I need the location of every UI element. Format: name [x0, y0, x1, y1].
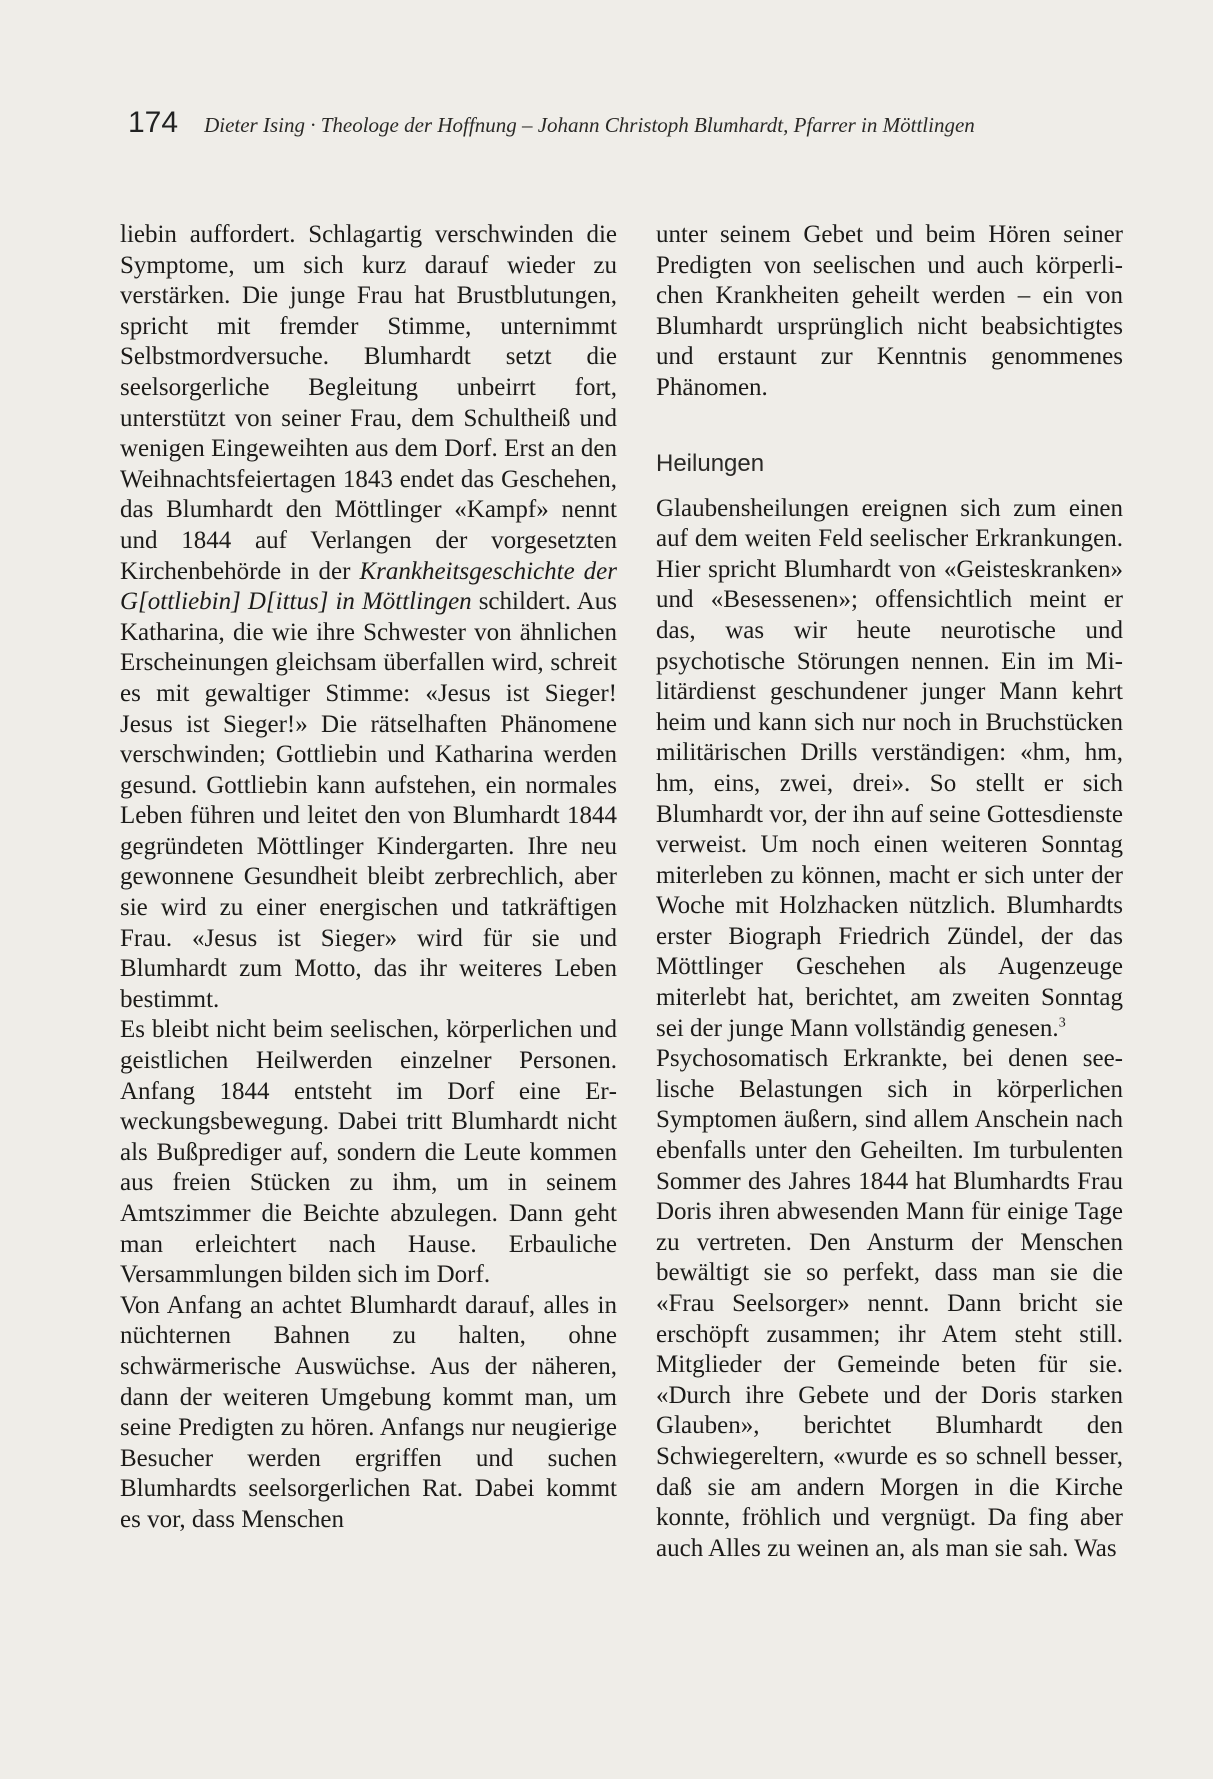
paragraph: Von Anfang an achtet Blumhardt darauf, alles in nüchternen Bahnen zu halten, ohne schwärmerische Auswüchse. Aus der näheren, dann der weiteren Umgebung kommt man, um seine Predigten zu hören. Anfangs nur neugierige Besucher werden ergriffen und suchen Blumhardts seelsorgerlichen Rat. Dabei kommt es vor, dass Menschen — [120, 1291, 617, 1533]
page-header — [128, 106, 1118, 150]
left-column — [120, 220, 617, 1536]
footnote-reference: 3 — [1058, 1015, 1066, 1031]
right-column — [656, 220, 1123, 1564]
paragraph: Es bleibt nicht beim seelischen, körperlichen und geistlichen Heilwerden einzelner Personen. Anfang 1844 entsteht im Dorf eine Erweckungsbewegung. Dabei tritt Blumhardt nicht als Bußprediger auf, sondern die Leute kommen aus freien Stücken zu ihm, um in seinem Amtszimmer die Beichte abzulegen. Dann geht man erleichtert nach Hause. Erbauliche Versammlungen bilden sich im Dorf. — [120, 1016, 617, 1289]
running-head: Dieter Ising · Theologe der Hoffnung – Johann Christoph Blumhardt, Pfarrer in Möttlingen — [204, 113, 975, 137]
paragraph: unter seinem Gebet und beim Hören seiner Predigten von seelischen und auch körperlichen Krankheiten geheilt werden – ein von Blumhardt ursprünglich nicht beabsichtigtes und erstaunt zur Kenntnis genommenes Phänomen. — [656, 221, 1123, 401]
italic-book-title: Krankheitsgeschichte der G[ottliebin] D[ittus] in Möttlingen — [120, 557, 617, 616]
text-run: schildert. Aus Katharina, die wie ihre Schwester von ähnlichen Erscheinungen gleichsam überfallen wird, schreit es mit gewaltiger Stimme: «Jesus ist Sieger! Jesus ist Sieger!» Die rätselhaften Phänomene verschwinden; Gottliebin und Katharina werden gesund. Gottliebin kann aufstehen, ein normales Leben führen und leitet den von Blumhardt 1844 gegründeten Möttlinger Kindergarten. Ihre neu gewonnene Gesundheit bleibt zerbrechlich, aber sie wird zu einer energischen und tatkräftigen Frau. «Jesus ist Sieger» wird für sie und Blumhardt zum Motto, das ihr weiteres Leben bestimmt. — [120, 588, 617, 1013]
text-run: liebin auffordert. Schlagartig verschwinden die Symptome, um sich kurz darauf wieder zu verstärken. Die junge Frau hat Brustblutungen, spricht mit fremder Stimme, unternimmt Selbstmordversuche. Blumhardt setzt die seelsorgerliche Begleitung unbeirrt fort, unterstützt von seiner Frau, dem Schultheiß und wenigen Eingeweihten aus dem Dorf. Erst an den Weihnachtsfeiertagen 1843 endet das Geschehen, das Blumhardt den Möttlinger «Kampf» nennt und 1844 auf Verlangen der vorgesetzten Kirchenbehörde in der — [120, 221, 617, 585]
section-heading: Heilungen — [656, 449, 765, 477]
text-run: Glaubensheilungen ereignen sich zum einen auf dem weiten Feld seelischer Erkrankungen. Hier spricht Blumhardt von «Geisteskranken» und «Besessenen»; offensichtlich meint er das, was wir heute neurotische und psychotische Störungen nennen. Ein im Militärdienst geschundener junger Mann kehrt heim und kann sich nur noch in Bruchstücken militärischen Drills verständigen: «hm, hm, hm, eins, zwei, drei». So stellt er sich Blumhardt vor, der ihn auf seine Gottesdienste verweist. Um noch einen weiteren Sonntag miterleben zu können, macht er sich unter der Woche mit Holzhacken nützlich. Blumhardts erster Biograph Friedrich Zündel, der das Möttlinger Geschehen als Augenzeuge miterlebt hat, berichtet, am zweiten Sonntag sei der junge Mann vollständig genesen. — [656, 494, 1123, 1042]
paragraph — [656, 494, 1123, 1045]
section-spacer — [656, 404, 1123, 449]
page-number: 174 — [128, 106, 179, 139]
paragraph: Psychosomatisch Erkrankte, bei denen seelische Belastungen sich in körperlichen Symptomen äußern, sind allem Anschein nach ebenfalls unter den Geheilten. Im turbulenten Sommer des Jahres 1844 hat Blumhardts Frau Doris ihren abwesenden Mann für einige Tage zu vertreten. Den Ansturm der Menschen bewältigt sie so perfekt, dass man sie die «Frau Seelsorger» nennt. Dann bricht sie erschöpft zusammen; ihr Atem steht still. Mitglieder der Gemeinde beten für sie. «Durch ihre Gebete und der Doris starken Glauben», berichtet Blumhardt den Schwiegereltern, «wurde es so schnell besser, daß sie am andern Morgen in die Kirche konnte, fröhlich und vergnügt. Da fing aber auch Alles zu weinen an, als man sie sah. Was — [656, 1045, 1123, 1562]
paragraph — [120, 220, 617, 1015]
